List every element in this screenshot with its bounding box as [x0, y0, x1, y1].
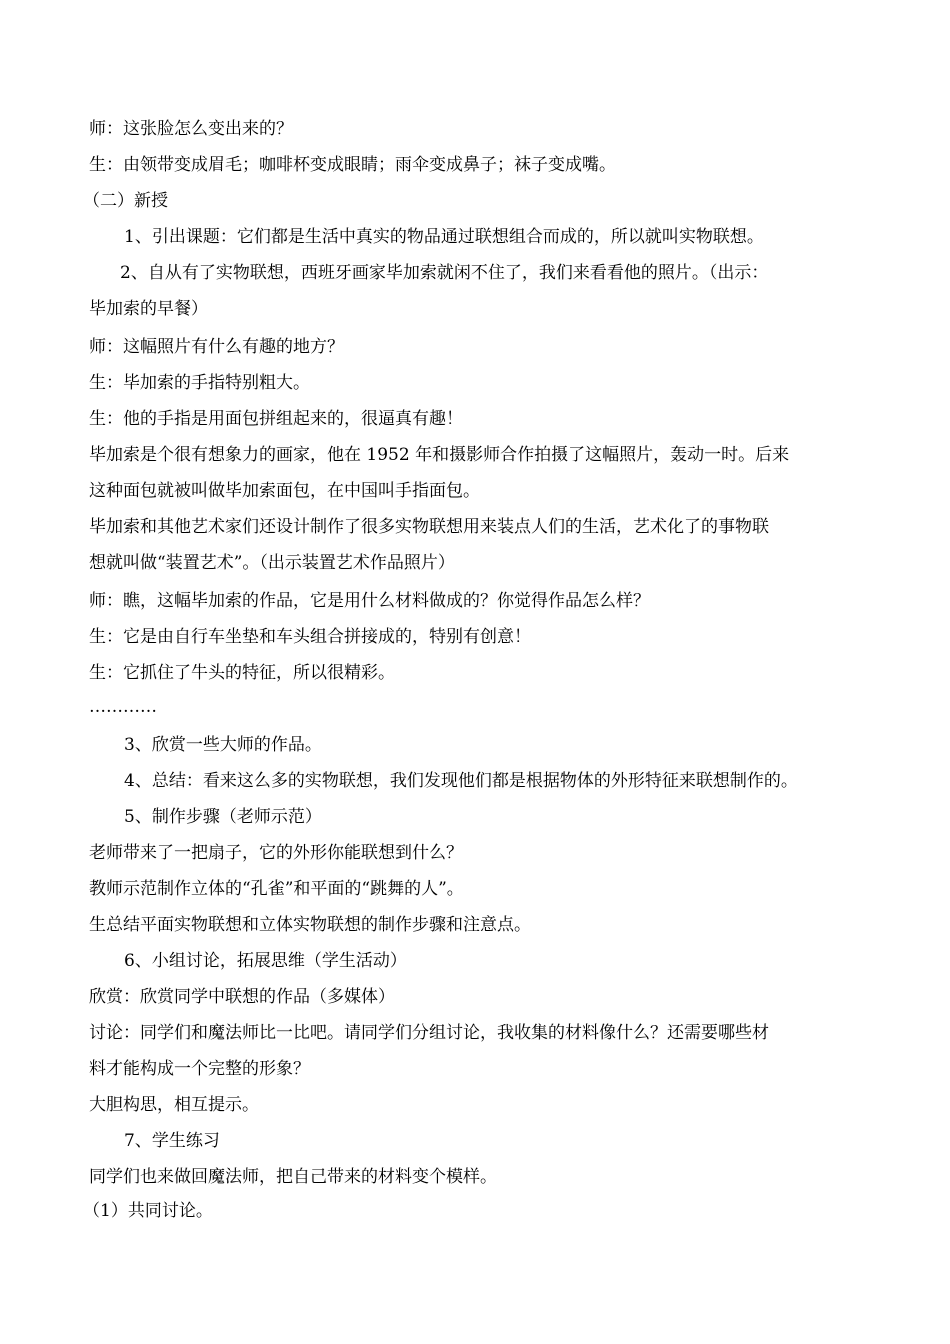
paragraph-picasso-bread: 这种面包就被叫做毕加索面包，在中国叫手指面包。: [89, 481, 480, 501]
dialogue-student-answer-bicycle: 生：它是由自行车坐垫和车头组合拼接成的，特别有创意！: [89, 627, 531, 647]
step-3-appreciate-masters: 3、欣赏一些大师的作品。: [124, 735, 322, 755]
paragraph-student-summary: 生总结平面实物联想和立体实物联想的制作步骤和注意点。: [89, 915, 531, 935]
step-2-continuation: 毕加索的早餐）: [89, 299, 208, 319]
paragraph-magician: 同学们也来做回魔法师，把自己带来的材料变个模样。: [89, 1167, 497, 1187]
ellipsis: …………: [89, 697, 157, 717]
paragraph-appreciation: 欣赏：欣赏同学中联想的作品（多媒体）: [89, 987, 395, 1007]
sub-step-1-discussion: （1）共同讨论。: [83, 1201, 213, 1221]
paragraph-installation-art: 毕加索和其他艺术家们还设计制作了很多实物联想用来装点人们的生活，艺术化了的事物联: [89, 517, 769, 537]
step-5-demonstration: 5、制作步骤（老师示范）: [124, 807, 322, 827]
step-6-group-discussion: 6、小组讨论，拓展思维（学生活动）: [124, 951, 407, 971]
paragraph-picasso-1952: 毕加索是个很有想象力的画家，他在 1952 年和摄影师合作拍摄了这幅照片，轰动一时。后来: [89, 445, 790, 465]
dialogue-student-answer-bull: 生：它抓住了牛头的特征，所以很精彩。: [89, 663, 395, 683]
paragraph-discussion: 讨论：同学们和魔法师比一比吧。请同学们分组讨论，我收集的材料像什么？还需要哪些材: [89, 1023, 769, 1043]
paragraph-discussion-continuation: 料才能构成一个完整的形象？: [89, 1059, 310, 1079]
dialogue-student-answer-fingers: 生：毕加索的手指特别粗大。: [89, 373, 310, 393]
paragraph-fan: 老师带来了一把扇子，它的外形你能联想到什么？: [89, 843, 463, 863]
section-heading-new-lesson: （二）新授: [83, 191, 168, 211]
paragraph-installation-art-continuation: 想就叫做“装置艺术”。（出示装置艺术作品照片）: [89, 553, 455, 573]
dialogue-teacher-question-photo: 师：这幅照片有什么有趣的地方？: [89, 337, 344, 357]
step-7-student-practice: 7、学生练习: [124, 1131, 220, 1151]
step-1-introduce-topic: 1、引出课题：它们都是生活中真实的物品通过联想组合而成的，所以就叫实物联想。: [124, 227, 764, 247]
dialogue-teacher-question-artwork: 师：瞧，这幅毕加索的作品，它是用什么材料做成的？你觉得作品怎么样？: [89, 591, 650, 611]
step-4-summary: 4、总结：看来这么多的实物联想，我们发现他们都是根据物体的外形特征来联想制作的。: [124, 771, 798, 791]
dialogue-student-answer-bread: 生：他的手指是用面包拼组起来的，很逼真有趣！: [89, 409, 463, 429]
paragraph-bold-ideas: 大胆构思，相互提示。: [89, 1095, 259, 1115]
paragraph-teacher-demo: 教师示范制作立体的“孔雀”和平面的“跳舞的人”。: [89, 879, 464, 899]
step-2-picasso-photo: 2、自从有了实物联想，西班牙画家毕加索就闲不住了，我们来看看他的照片。（出示：: [120, 263, 769, 283]
dialogue-student-answer-face: 生：由领带变成眉毛；咖啡杯变成眼睛；雨伞变成鼻子；袜子变成嘴。: [89, 155, 616, 175]
dialogue-teacher-question-face: 师：这张脸怎么变出来的？: [89, 119, 293, 139]
